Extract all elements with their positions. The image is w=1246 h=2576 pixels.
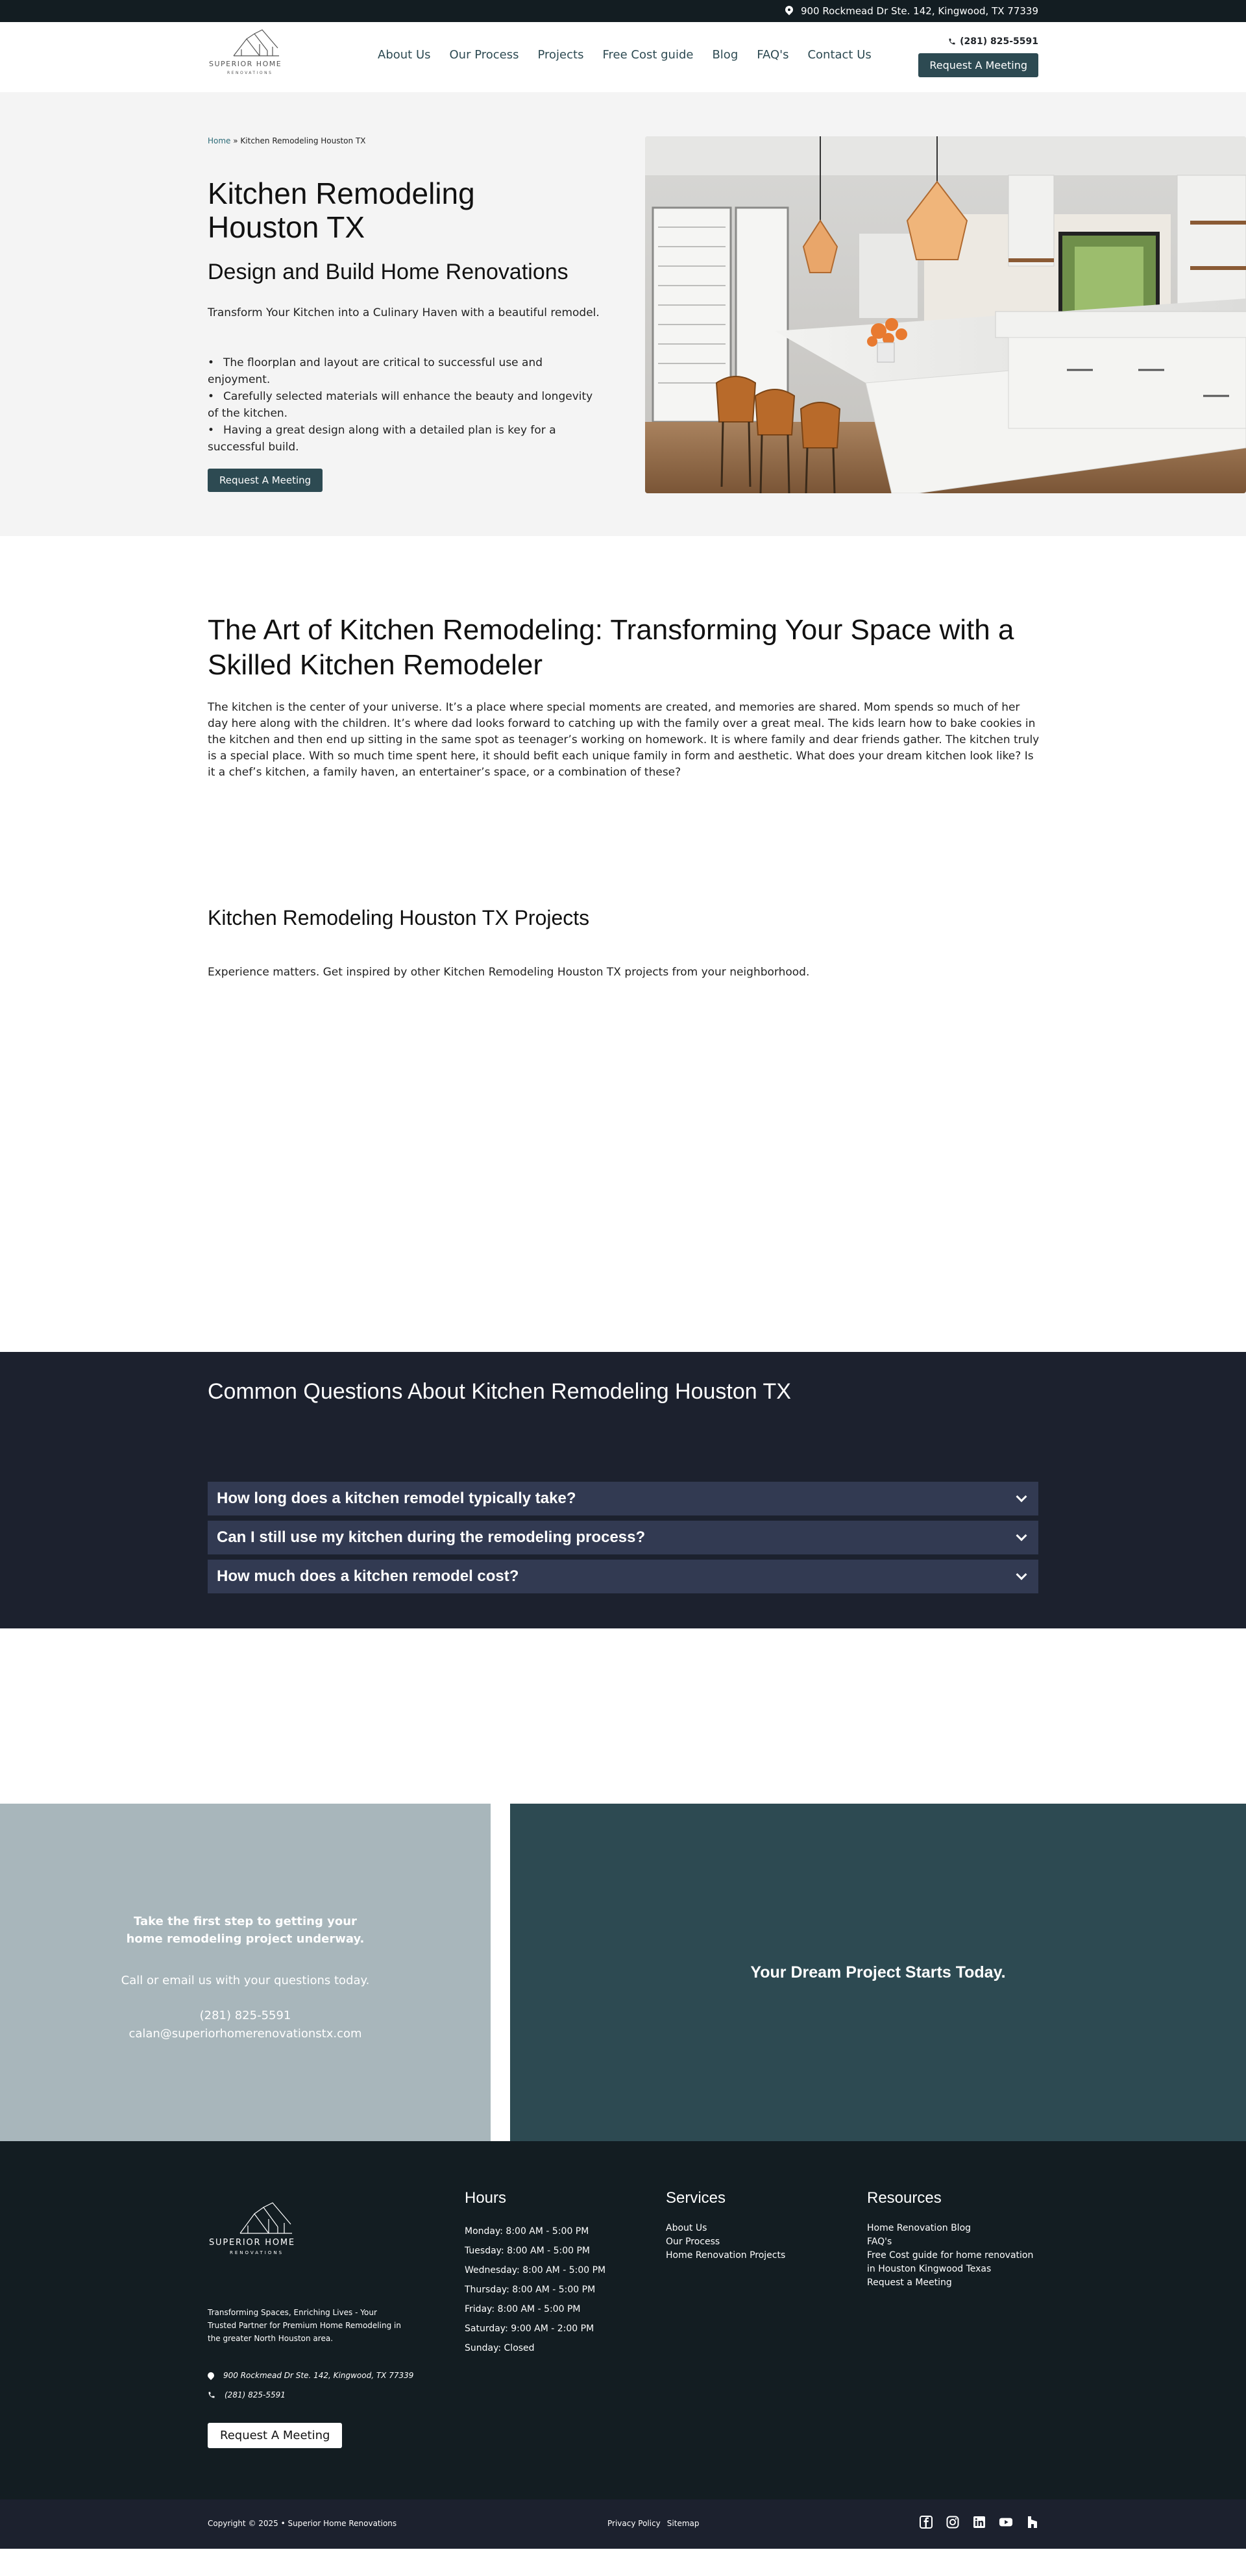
faq-item-use-kitchen[interactable]: Can I still use my kitchen during the remodeling process? — [208, 1521, 1038, 1554]
main-nav — [378, 48, 890, 62]
map-pin-icon — [206, 2371, 215, 2380]
breadcrumb-home[interactable]: Home — [208, 136, 231, 145]
hours-friday: Friday: 8:00 AM - 5:00 PM — [465, 2304, 581, 2314]
site-logo[interactable] — [208, 27, 305, 83]
art-heading: The Art of Kitchen Remodeling: Transforming Your Space with a Skilled Kitchen Remodeler — [208, 614, 1014, 681]
cta-call-text: Call or email us with your questions today. — [121, 1974, 370, 1987]
map-pin-icon — [785, 6, 793, 16]
list-item: • Carefully selected materials will enhance the beauty and longevity of the kitchen. — [208, 388, 604, 422]
linkedin-icon[interactable] — [972, 2515, 986, 2529]
nav-about[interactable]: About Us — [378, 48, 431, 62]
art-section — [0, 536, 1246, 906]
top-bar — [0, 0, 1246, 22]
hero-request-meeting-button[interactable]: Request A Meeting — [208, 469, 323, 492]
legal-links — [607, 2519, 699, 2528]
privacy-policy-link[interactable]: Privacy Policy — [607, 2519, 661, 2528]
footer-link-faqs[interactable]: FAQ's — [867, 2237, 892, 2247]
instagram-icon[interactable] — [946, 2515, 960, 2529]
header-request-meeting-button[interactable]: Request A Meeting — [918, 53, 1038, 77]
copyright: Copyright © 2025 • Superior Home Renovations — [208, 2519, 397, 2528]
footer-link-cost-guide[interactable]: Free Cost guide for home renovation in Houston Kingwood Texas — [867, 2250, 1034, 2274]
nav-faqs[interactable]: FAQ's — [757, 48, 789, 62]
facebook-icon[interactable] — [919, 2515, 933, 2529]
svg-text:SUPERIOR HOME: SUPERIOR HOME — [209, 2238, 295, 2248]
projects-heading: Kitchen Remodeling Houston TX Projects — [208, 906, 590, 929]
projects-body: Experience matters. Get inspired by other Kitchen Remodeling Houston TX projects from your neighborhood. — [208, 966, 810, 979]
nav-projects[interactable]: Projects — [537, 48, 584, 62]
faq-item-duration[interactable]: How long does a kitchen remodel typically take? — [208, 1482, 1038, 1515]
footer-tagline: Transforming Spaces, Enriching Lives - Your Trusted Partner for Premium Home Remodeling in the greater North Houston area. — [208, 2308, 401, 2343]
projects-section — [0, 906, 1246, 1352]
cta-section — [0, 1804, 1246, 2141]
chevron-down-icon — [1016, 1491, 1027, 1503]
top-address: 900 Rockmead Dr Ste. 142, Kingwood, TX 77339 — [800, 5, 1038, 17]
faq-item-cost[interactable]: How much does a kitchen remodel cost? — [208, 1560, 1038, 1593]
sitemap-link[interactable]: Sitemap — [666, 2519, 700, 2528]
cta-phone-link[interactable]: (281) 825-5591 — [199, 2009, 291, 2022]
cta-divider — [491, 1804, 510, 2141]
hours-heading: Hours — [465, 2189, 507, 2207]
faq-section — [0, 1352, 1246, 1628]
cta-dream-panel — [510, 1804, 1246, 2141]
nav-process[interactable]: Our Process — [449, 48, 519, 62]
houzz-icon[interactable] — [1025, 2515, 1040, 2529]
footer-link-about[interactable]: About Us — [666, 2223, 707, 2233]
footer-request-meeting-button[interactable]: Request A Meeting — [208, 2423, 342, 2448]
hero-section — [0, 92, 1246, 536]
nav-blog[interactable]: Blog — [712, 48, 739, 62]
footer-link-process[interactable]: Our Process — [666, 2237, 720, 2247]
nav-cost-guide[interactable]: Free Cost guide — [602, 48, 694, 62]
resources-heading: Resources — [867, 2189, 942, 2207]
hours-monday: Monday: 8:00 AM - 5:00 PM — [465, 2226, 589, 2237]
list-item: • Having a great design along with a detailed plan is key for a successful build. — [208, 422, 604, 456]
footer-link-request-meeting[interactable]: Request a Meeting — [867, 2277, 952, 2288]
footer-address: 900 Rockmead Dr Ste. 142, Kingwood, TX 77339 — [208, 2371, 413, 2380]
youtube-icon[interactable] — [999, 2515, 1013, 2529]
svg-text:RENOVATIONS: RENOVATIONS — [230, 2250, 284, 2255]
site-header — [0, 22, 1246, 92]
footer-phone[interactable]: (281) 825-5591 — [208, 2390, 286, 2399]
header-contact — [918, 36, 1038, 77]
hours-saturday: Saturday: 9:00 AM - 2:00 PM — [465, 2324, 594, 2334]
footer-hours — [465, 2189, 605, 2358]
phone-icon — [208, 2391, 215, 2399]
hours-tuesday: Tuesday: 8:00 AM - 5:00 PM — [465, 2246, 591, 2256]
breadcrumb-current: Kitchen Remodeling Houston TX — [240, 136, 366, 145]
header-phone[interactable]: (281) 825-5591 — [918, 36, 1038, 47]
faq-list — [208, 1482, 1038, 1599]
bottom-bar — [0, 2499, 1246, 2549]
footer-services — [666, 2189, 785, 2263]
spacer — [0, 1628, 1246, 1804]
chevron-down-icon — [1016, 1530, 1027, 1541]
footer-resources — [867, 2189, 1042, 2290]
cta-dream-text: Your Dream Project Starts Today. — [750, 1963, 1006, 1981]
hero-lead: Transform Your Kitchen into a Culinary Haven with a beautiful remodel. — [208, 306, 600, 319]
svg-text:SUPERIOR HOME: SUPERIOR HOME — [209, 60, 282, 68]
footer-logo[interactable] — [208, 2200, 324, 2264]
footer-link-projects[interactable]: Home Renovation Projects — [666, 2250, 786, 2261]
svg-text:RENOVATIONS: RENOVATIONS — [227, 71, 273, 75]
art-body: The kitchen is the center of your universe. It’s a place where special moments are created, and memories are shared. Mom spends so much of her day here along with the children. It’s where dad looks forward to catching up with the family over a great meal. The kids learn how to bake cookies in the kitchen and then end up sitting in the same spot as teenager’s working on homework. It is where family and dear friends gather. The kitchen truly is a special place. With so much time spent here, it should befit each unique family in form and aesthetic. What does your dream kitchen look like? Is it a chef’s kitchen, a family haven, an entertainer’s space, or a combination of these? — [208, 701, 1040, 779]
social-links — [919, 2515, 1040, 2529]
cta-contact-panel — [0, 1804, 491, 2141]
cta-headline: Take the first step to getting your home remodeling project underway. — [126, 1915, 365, 1946]
nav-contact[interactable]: Contact Us — [807, 48, 872, 62]
services-heading: Services — [666, 2189, 726, 2207]
kitchen-photo — [645, 136, 1246, 493]
page-title: Kitchen Remodeling Houston TX — [208, 177, 475, 244]
breadcrumb: Home » Kitchen Remodeling Houston TX — [208, 136, 366, 145]
hero-subtitle: Design and Build Home Renovations — [208, 260, 568, 284]
site-footer — [0, 2141, 1246, 2499]
hours-sunday: Sunday: Closed — [465, 2343, 535, 2353]
faq-heading: Common Questions About Kitchen Remodeling Houston TX — [208, 1379, 791, 1404]
phone-icon — [948, 38, 956, 45]
hours-wednesday: Wednesday: 8:00 AM - 5:00 PM — [465, 2265, 606, 2275]
cta-email-link[interactable]: calan@superiorhomerenovationstx.com — [128, 2027, 362, 2041]
list-item: • The floorplan and layout are critical to successful use and enjoyment. — [208, 354, 604, 388]
hero-bullets — [208, 354, 604, 456]
hours-thursday: Thursday: 8:00 AM - 5:00 PM — [465, 2285, 596, 2295]
chevron-down-icon — [1016, 1569, 1027, 1580]
footer-link-blog[interactable]: Home Renovation Blog — [867, 2223, 971, 2233]
